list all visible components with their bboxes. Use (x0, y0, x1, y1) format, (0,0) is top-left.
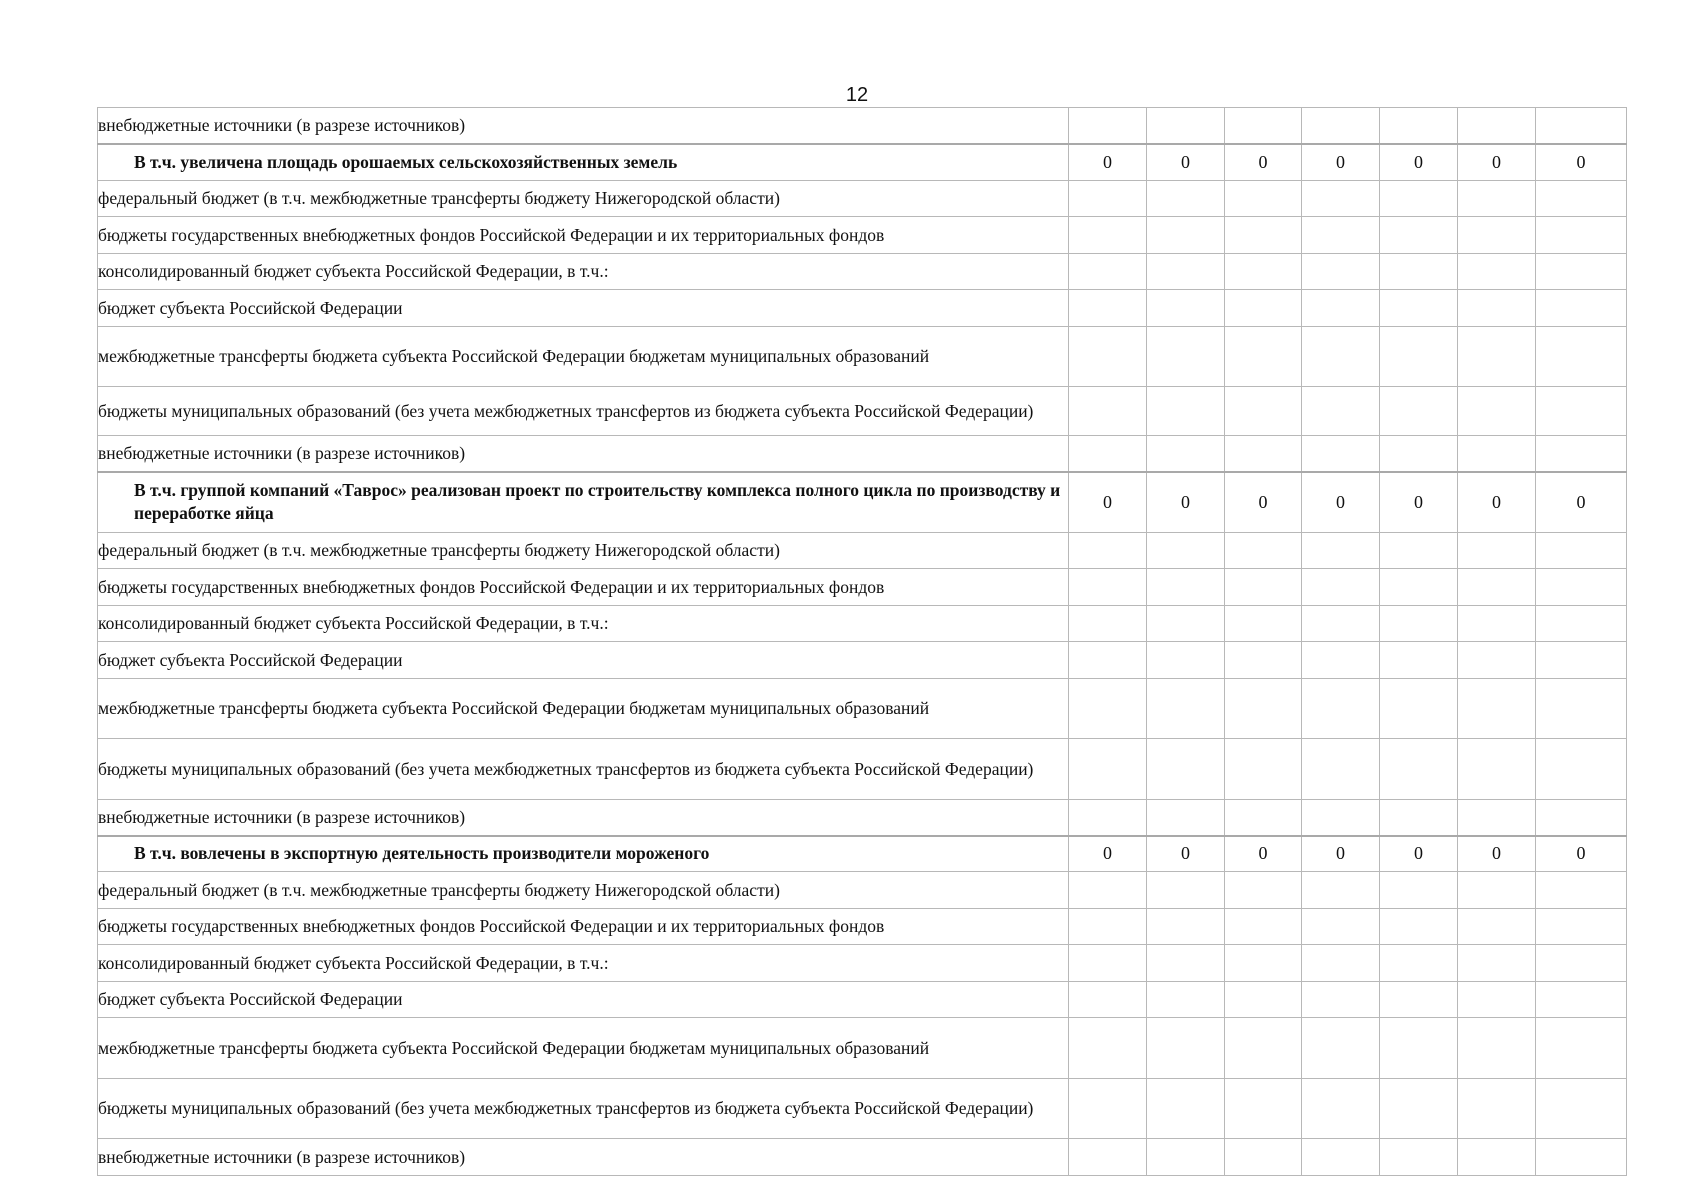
value-cell: 0 (1225, 144, 1302, 181)
table-row (98, 982, 1627, 1018)
value-cell: 0 (1302, 472, 1380, 533)
row-label: межбюджетные трансферты бюджета субъекта Российской Федерации бюджетам муниципальных образований (98, 327, 1069, 387)
value-cell (1536, 290, 1627, 327)
table-row (98, 254, 1627, 290)
value-cell (1458, 945, 1536, 982)
value-cell (1302, 108, 1380, 144)
budget-table (97, 107, 1627, 1176)
table-row (98, 872, 1627, 909)
value-cell (1225, 945, 1302, 982)
value-cell: 0 (1069, 836, 1147, 872)
value-cell (1302, 909, 1380, 945)
table-row (98, 217, 1627, 254)
value-cell (1536, 1018, 1627, 1079)
value-cell (1225, 436, 1302, 472)
table-row (98, 739, 1627, 800)
value-cell (1302, 872, 1380, 909)
value-cell (1458, 642, 1536, 679)
value-cell: 0 (1302, 836, 1380, 872)
value-cell (1225, 606, 1302, 642)
row-label: консолидированный бюджет субъекта Российской Федерации, в т.ч.: (98, 945, 1069, 982)
table-row (98, 181, 1627, 217)
row-label: бюджеты государственных внебюджетных фондов Российской Федерации и их территориальных фондов (98, 909, 1069, 945)
value-cell (1302, 290, 1380, 327)
value-cell (1302, 569, 1380, 606)
value-cell (1380, 1139, 1458, 1176)
value-cell (1147, 436, 1225, 472)
value-cell: 0 (1147, 836, 1225, 872)
value-cell (1458, 606, 1536, 642)
table-row (98, 1139, 1627, 1176)
value-cell (1536, 982, 1627, 1018)
value-cell (1302, 533, 1380, 569)
value-cell (1458, 679, 1536, 739)
value-cell (1302, 800, 1380, 836)
value-cell: 0 (1225, 836, 1302, 872)
value-cell (1225, 290, 1302, 327)
section-row (98, 144, 1627, 181)
value-cell (1147, 181, 1225, 217)
row-label: бюджеты государственных внебюджетных фондов Российской Федерации и их территориальных фондов (98, 569, 1069, 606)
value-cell (1225, 872, 1302, 909)
row-label: федеральный бюджет (в т.ч. межбюджетные трансферты бюджету Нижегородской области) (98, 872, 1069, 909)
value-cell (1147, 1079, 1225, 1139)
section-row (98, 472, 1627, 533)
value-cell (1302, 679, 1380, 739)
value-cell (1225, 533, 1302, 569)
value-cell (1302, 387, 1380, 436)
row-label: консолидированный бюджет субъекта Российской Федерации, в т.ч.: (98, 606, 1069, 642)
row-label: бюджет субъекта Российской Федерации (98, 982, 1069, 1018)
value-cell (1225, 569, 1302, 606)
value-cell (1458, 387, 1536, 436)
value-cell (1380, 909, 1458, 945)
value-cell (1458, 108, 1536, 144)
value-cell (1380, 181, 1458, 217)
value-cell (1069, 1018, 1147, 1079)
value-cell (1536, 606, 1627, 642)
value-cell (1380, 945, 1458, 982)
value-cell (1458, 533, 1536, 569)
row-label: консолидированный бюджет субъекта Российской Федерации, в т.ч.: (98, 254, 1069, 290)
value-cell (1380, 254, 1458, 290)
value-cell (1302, 642, 1380, 679)
value-cell (1069, 387, 1147, 436)
value-cell (1380, 606, 1458, 642)
value-cell (1069, 108, 1147, 144)
value-cell (1458, 1079, 1536, 1139)
value-cell (1069, 982, 1147, 1018)
value-cell (1380, 679, 1458, 739)
value-cell: 0 (1458, 144, 1536, 181)
value-cell (1225, 108, 1302, 144)
value-cell (1536, 387, 1627, 436)
value-cell (1536, 909, 1627, 945)
value-cell (1069, 533, 1147, 569)
table-row (98, 606, 1627, 642)
value-cell (1069, 327, 1147, 387)
row-label: внебюджетные источники (в разрезе источников) (98, 436, 1069, 472)
value-cell (1380, 436, 1458, 472)
value-cell (1225, 1079, 1302, 1139)
value-cell (1302, 436, 1380, 472)
value-cell (1536, 642, 1627, 679)
value-cell (1147, 254, 1225, 290)
value-cell: 0 (1380, 472, 1458, 533)
value-cell (1225, 800, 1302, 836)
value-cell (1225, 1139, 1302, 1176)
value-cell (1536, 108, 1627, 144)
value-cell (1069, 909, 1147, 945)
value-cell (1069, 181, 1147, 217)
value-cell (1302, 945, 1380, 982)
table-row (98, 387, 1627, 436)
value-cell (1380, 800, 1458, 836)
value-cell (1380, 1079, 1458, 1139)
value-cell (1458, 217, 1536, 254)
value-cell: 0 (1069, 144, 1147, 181)
value-cell: 0 (1380, 836, 1458, 872)
value-cell (1380, 533, 1458, 569)
value-cell (1458, 909, 1536, 945)
section-row (98, 836, 1627, 872)
value-cell (1536, 217, 1627, 254)
table-row (98, 436, 1627, 472)
table-body (98, 108, 1627, 1176)
value-cell: 0 (1536, 836, 1627, 872)
value-cell (1225, 679, 1302, 739)
value-cell (1225, 387, 1302, 436)
value-cell (1302, 606, 1380, 642)
value-cell (1536, 1079, 1627, 1139)
value-cell: 0 (1458, 472, 1536, 533)
row-label: бюджеты муниципальных образований (без учета межбюджетных трансфертов из бюджета субъекта Российской Федерации) (98, 739, 1069, 800)
value-cell (1380, 569, 1458, 606)
value-cell (1458, 982, 1536, 1018)
table-row (98, 290, 1627, 327)
row-label: бюджет субъекта Российской Федерации (98, 642, 1069, 679)
value-cell (1302, 327, 1380, 387)
value-cell (1302, 217, 1380, 254)
value-cell: 0 (1536, 144, 1627, 181)
value-cell (1380, 327, 1458, 387)
value-cell (1069, 254, 1147, 290)
table-row (98, 679, 1627, 739)
value-cell: 0 (1147, 472, 1225, 533)
value-cell (1536, 533, 1627, 569)
value-cell (1069, 569, 1147, 606)
value-cell: 0 (1069, 472, 1147, 533)
value-cell (1536, 327, 1627, 387)
value-cell: 0 (1302, 144, 1380, 181)
value-cell (1536, 436, 1627, 472)
table-row (98, 1079, 1627, 1139)
value-cell (1147, 872, 1225, 909)
value-cell (1069, 945, 1147, 982)
value-cell (1380, 217, 1458, 254)
value-cell (1458, 872, 1536, 909)
value-cell (1225, 642, 1302, 679)
value-cell (1536, 800, 1627, 836)
value-cell (1302, 1079, 1380, 1139)
value-cell (1225, 1018, 1302, 1079)
value-cell (1458, 1018, 1536, 1079)
table-row (98, 327, 1627, 387)
value-cell (1147, 800, 1225, 836)
value-cell (1302, 982, 1380, 1018)
value-cell (1147, 606, 1225, 642)
value-cell (1536, 569, 1627, 606)
value-cell (1380, 739, 1458, 800)
value-cell (1302, 254, 1380, 290)
value-cell: 0 (1225, 472, 1302, 533)
value-cell (1380, 290, 1458, 327)
value-cell (1380, 642, 1458, 679)
value-cell (1147, 1018, 1225, 1079)
value-cell (1458, 1139, 1536, 1176)
value-cell (1536, 181, 1627, 217)
row-label: федеральный бюджет (в т.ч. межбюджетные трансферты бюджету Нижегородской области) (98, 181, 1069, 217)
value-cell (1536, 679, 1627, 739)
value-cell (1380, 108, 1458, 144)
value-cell (1380, 982, 1458, 1018)
value-cell (1458, 800, 1536, 836)
section-label: В т.ч. увеличена площадь орошаемых сельскохозяйственных земель (98, 144, 1069, 181)
value-cell (1302, 1018, 1380, 1079)
value-cell (1458, 569, 1536, 606)
section-label: В т.ч. вовлечены в экспортную деятельность производители мороженого (98, 836, 1069, 872)
row-label: внебюджетные источники (в разрезе источников) (98, 800, 1069, 836)
value-cell (1225, 739, 1302, 800)
value-cell (1380, 872, 1458, 909)
value-cell (1147, 387, 1225, 436)
row-label: федеральный бюджет (в т.ч. межбюджетные трансферты бюджету Нижегородской области) (98, 533, 1069, 569)
value-cell (1225, 982, 1302, 1018)
value-cell (1147, 327, 1225, 387)
row-label: бюджеты муниципальных образований (без учета межбюджетных трансфертов из бюджета субъекта Российской Федерации) (98, 387, 1069, 436)
value-cell (1302, 181, 1380, 217)
row-label: внебюджетные источники (в разрезе источников) (98, 1139, 1069, 1176)
row-label: бюджет субъекта Российской Федерации (98, 290, 1069, 327)
row-label: внебюджетные источники (в разрезе источников) (98, 108, 1069, 144)
value-cell (1147, 569, 1225, 606)
value-cell: 0 (1536, 472, 1627, 533)
value-cell (1069, 1139, 1147, 1176)
value-cell (1302, 739, 1380, 800)
value-cell (1225, 327, 1302, 387)
value-cell (1147, 533, 1225, 569)
value-cell (1458, 181, 1536, 217)
value-cell (1147, 945, 1225, 982)
table-row (98, 800, 1627, 836)
table-row (98, 569, 1627, 606)
value-cell (1069, 739, 1147, 800)
value-cell (1147, 679, 1225, 739)
value-cell (1225, 217, 1302, 254)
value-cell (1536, 1139, 1627, 1176)
value-cell (1536, 872, 1627, 909)
value-cell (1069, 436, 1147, 472)
value-cell (1147, 642, 1225, 679)
value-cell (1458, 254, 1536, 290)
value-cell (1069, 606, 1147, 642)
value-cell: 0 (1147, 144, 1225, 181)
section-label: В т.ч. группой компаний «Таврос» реализован проект по строительству комплекса полного цикла по производству и переработке яйца (98, 472, 1069, 533)
value-cell (1069, 800, 1147, 836)
value-cell (1458, 327, 1536, 387)
value-cell (1069, 1079, 1147, 1139)
value-cell (1458, 436, 1536, 472)
value-cell (1225, 909, 1302, 945)
value-cell (1536, 945, 1627, 982)
value-cell (1069, 217, 1147, 254)
value-cell (1147, 982, 1225, 1018)
row-label: бюджеты муниципальных образований (без учета межбюджетных трансфертов из бюджета субъекта Российской Федерации) (98, 1079, 1069, 1139)
row-label: межбюджетные трансферты бюджета субъекта Российской Федерации бюджетам муниципальных образований (98, 679, 1069, 739)
row-label: межбюджетные трансферты бюджета субъекта Российской Федерации бюджетам муниципальных образований (98, 1018, 1069, 1079)
row-label: бюджеты государственных внебюджетных фондов Российской Федерации и их территориальных фондов (98, 217, 1069, 254)
value-cell (1458, 290, 1536, 327)
value-cell: 0 (1380, 144, 1458, 181)
value-cell (1147, 217, 1225, 254)
value-cell (1147, 290, 1225, 327)
value-cell (1069, 290, 1147, 327)
value-cell (1069, 679, 1147, 739)
value-cell (1380, 1018, 1458, 1079)
value-cell (1147, 1139, 1225, 1176)
value-cell (1225, 254, 1302, 290)
value-cell (1225, 181, 1302, 217)
value-cell (1147, 108, 1225, 144)
value-cell (1536, 739, 1627, 800)
page-number: 12 (845, 84, 869, 106)
value-cell (1536, 254, 1627, 290)
value-cell (1380, 387, 1458, 436)
value-cell (1147, 909, 1225, 945)
table-row (98, 108, 1627, 144)
value-cell (1147, 739, 1225, 800)
table-row (98, 1018, 1627, 1079)
value-cell (1302, 1139, 1380, 1176)
table-row (98, 642, 1627, 679)
value-cell (1458, 739, 1536, 800)
table-row (98, 533, 1627, 569)
table-row (98, 909, 1627, 945)
value-cell: 0 (1458, 836, 1536, 872)
value-cell (1069, 872, 1147, 909)
table-row (98, 945, 1627, 982)
value-cell (1069, 642, 1147, 679)
